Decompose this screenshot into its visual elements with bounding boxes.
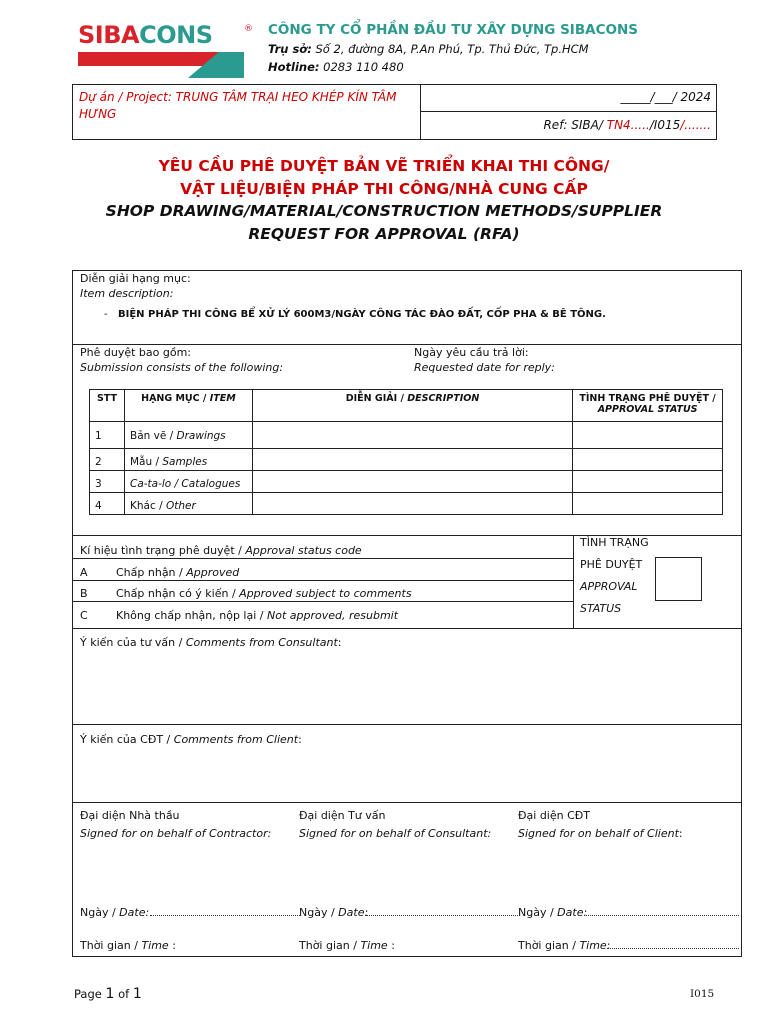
table-row: 1 Bản vẽ / Drawings [90, 422, 723, 449]
status-side-label-3: APPROVAL [580, 580, 638, 593]
description-cell[interactable] [252, 449, 572, 471]
consultant-signature-label-vn: Đại diện Tư vấn [299, 809, 386, 822]
project-date: _____/___/ 2024 [421, 85, 717, 112]
divider [72, 802, 742, 803]
status-code-b: B [80, 587, 88, 600]
page-number: Page 1 of 1 [74, 986, 142, 1002]
submission-label-vn: Phê duyệt bao gồm: [80, 346, 191, 359]
company-address: Trụ sở: Số 2, đường 8A, P.An Phú, Tp. Thủ Đức, Tp.HCM [268, 42, 589, 56]
item-description-label-en: Item description: [80, 287, 174, 300]
status-side-label-2: PHÊ DUYỆT [580, 558, 643, 571]
description-cell[interactable] [252, 471, 572, 493]
status-code-a: A [80, 566, 88, 579]
header-item: HẠNG MỤC / ITEM [124, 390, 252, 422]
company-hotline: Hotline: 0283 110 480 [268, 60, 404, 74]
client-signature-label-vn: Đại diện CĐT [518, 809, 591, 822]
consultant-comments-area[interactable] [80, 652, 735, 722]
status-side-label-4: STATUS [580, 602, 622, 615]
status-code-a-text: Chấp nhận / Approved [116, 566, 240, 579]
item-description-value: BIỆN PHÁP THI CÔNG BỂ XỬ LÝ 600M3/NGÀY CÔNG TÁC ĐÀO ĐẤT, CỐP PHA & BÊ TÔNG. [118, 309, 606, 320]
status-side-label-1: TÌNH TRẠNG [580, 536, 649, 549]
logo-stripe [78, 52, 244, 78]
title-vn-line2: VẬT LIỆU/BIỆN PHÁP THI CÔNG/NHÀ CUNG CẤP [180, 180, 588, 198]
contractor-signature-label-en: Signed for on behalf of Contractor: [80, 827, 272, 840]
status-cell[interactable] [573, 422, 723, 449]
client-date-label: Ngày / Date: [518, 906, 588, 919]
header-stt: STT [90, 390, 125, 422]
client-time-field[interactable] [607, 939, 739, 949]
reply-date-label-vn: Ngày yêu cầu trả lời: [414, 346, 529, 359]
reply-date-label-en: Requested date for reply: [414, 361, 555, 374]
divider [573, 535, 574, 628]
item-bullet: - [104, 309, 108, 320]
divider [72, 724, 742, 725]
submission-label-en: Submission consists of the following: [80, 361, 284, 374]
contractor-time-label: Thời gian / Time : [80, 939, 176, 952]
status-code-c-text: Không chấp nhận, nộp lại / Not approved, resubmit [116, 609, 399, 622]
status-cell[interactable] [573, 449, 723, 471]
client-comments-label: Ý kiến của CĐT / Comments from Client: [80, 733, 302, 746]
project-name: Dự án / Project: TRUNG TÂM TRẠI HEO KHÉP KÍN TÂM HƯNG [73, 85, 421, 139]
client-date-field[interactable] [584, 906, 739, 916]
header-description: DIỄN GIẢI / DESCRIPTION [252, 390, 572, 422]
status-cell[interactable] [573, 471, 723, 493]
contractor-date-field[interactable] [150, 906, 300, 916]
contractor-signature-label-vn: Đại diện Nhà thầu [80, 809, 180, 822]
contractor-date-label: Ngày / Date: [80, 906, 150, 919]
status-code-label: Kí hiệu tình trạng phê duyệt / Approval status code [80, 544, 362, 557]
consultant-date-label: Ngày / Date: [299, 906, 369, 919]
logo-wordmark: SIBACONS [78, 21, 213, 49]
header-approval-status: TÌNH TRẠNG PHÊ DUYỆT / APPROVAL STATUS [573, 390, 723, 422]
divider [72, 601, 573, 602]
project-ref: Ref: SIBA/ TN4...../I015/....... [543, 118, 711, 132]
table-row: 4 Khác / Other [90, 493, 723, 515]
item-description-label-vn: Diễn giải hạng mục: [80, 272, 191, 285]
items-table-header [90, 390, 723, 422]
client-signature-label-en: Signed for on behalf of Client: [518, 827, 683, 840]
divider [72, 558, 573, 559]
title-en-line1: SHOP DRAWING/MATERIAL/CONSTRUCTION METHODS/SUPPLIER [105, 202, 663, 220]
consultant-comments-label: Ý kiến của tư vấn / Comments from Consultant: [80, 636, 342, 649]
table-row: 3 Ca-ta-lo / Catalogues [90, 471, 723, 493]
client-time-label: Thời gian / Time: [518, 939, 611, 952]
status-code-b-text: Chấp nhận có ý kiến / Approved subject to comments [116, 587, 412, 600]
consultant-signature-label-en: Signed for on behalf of Consultant: [299, 827, 492, 840]
divider [72, 580, 573, 581]
description-cell[interactable] [252, 493, 572, 515]
form-code: I015 [690, 988, 715, 1000]
consultant-date-field[interactable] [366, 906, 518, 916]
status-code-c: C [80, 609, 88, 622]
client-comments-area[interactable] [80, 749, 735, 799]
table-row: 2 Mẫu / Samples [90, 449, 723, 471]
title-vn-line1: YÊU CẦU PHÊ DUYỆT BẢN VẼ TRIỂN KHAI THI CÔNG/ [158, 157, 610, 175]
consultant-time-label: Thời gian / Time : [299, 939, 395, 952]
status-cell[interactable] [573, 493, 723, 515]
items-table [89, 389, 723, 515]
description-cell[interactable] [252, 422, 572, 449]
approval-status-box[interactable] [655, 557, 702, 601]
divider [72, 344, 742, 345]
sibacons-logo [78, 21, 253, 70]
company-name: CÔNG TY CỔ PHẦN ĐẦU TƯ XÂY DỰNG SIBACONS [268, 22, 638, 38]
title-en-line2: REQUEST FOR APPROVAL (RFA) [248, 225, 520, 243]
registered-mark: ® [244, 24, 253, 34]
project-table [72, 84, 717, 140]
divider [72, 628, 742, 629]
